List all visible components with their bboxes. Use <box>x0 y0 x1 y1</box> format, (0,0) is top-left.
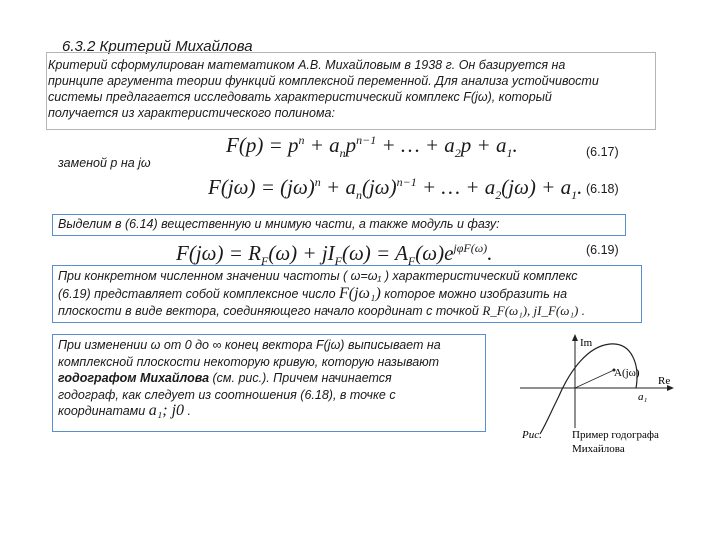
paragraph-3-line-5 <box>58 403 441 420</box>
mikhailov-hodograph-figure <box>510 330 700 465</box>
equation-6-17: $F(p) = p^n + a_np^{n-1}$ + … + $a_2p + a_1$. <box>226 133 518 161</box>
text-run: (6.19) представляет собой комплексное число <box>58 287 336 301</box>
text-run: которое можно изобразить на <box>384 287 568 301</box>
re-label: Re <box>658 375 671 387</box>
equation-number-6-19: (6.19) <box>586 243 619 257</box>
paragraph-2-line-3 <box>58 303 585 319</box>
equation-number-6-18: (6.18) <box>586 182 619 196</box>
paragraph-3-line-1: При изменении ω от 0 до ∞ конец вектора F(jω) выписывает на <box>58 338 441 352</box>
text-run: . <box>581 304 586 318</box>
intro-line: получается из характеристического полинома: <box>48 106 335 120</box>
equation-6-18: $F(j\omega) = (j\omega)^n + a_n(j\omega)^{n-1}$ + … + $a_2(j\omega) + a_1$. <box>208 175 583 203</box>
caption-title: Пример годографа <box>572 429 659 441</box>
intro-line: Критерий сформулирован математиком А.В. Михайловым в 1938 г. Он базируется на <box>48 58 566 72</box>
text-run: плоскости в виде вектора, соединяющего начало координат с точкой <box>58 304 479 318</box>
math-run: F(jω₁) <box>339 285 381 302</box>
paragraph-3-line-2: комплексной плоскости некоторую кривую, которую называют <box>58 354 440 369</box>
paragraph-3-line-4: годограф, как следует из соотношения (6.18), в точке с <box>58 387 396 402</box>
intro-paragraph <box>48 57 648 121</box>
text-run: (см. рис.). Причем начинается <box>209 371 392 385</box>
equation-6-19: $F(j\omega) = R_F(\omega) + jI_F(\omega) = A_F(\omega)e^{j\varphi F(\omega)}$. <box>176 241 493 269</box>
math-run: R_F(ω₁), jI_F(ω₁) <box>482 303 579 318</box>
text-run: координатами <box>58 404 146 418</box>
bold-term: годографом Михайлова <box>58 371 210 385</box>
caption-name: Михайлова <box>572 443 625 455</box>
paragraph-2 <box>58 268 585 319</box>
text-run: . <box>187 404 191 418</box>
math-run: ω=ω₁ <box>350 269 382 283</box>
hodograph-curve <box>540 344 637 434</box>
math-run: a₁; j0 <box>148 402 185 419</box>
im-axis-arrow <box>572 334 578 341</box>
text-run: ) характеристический комплекс <box>384 269 578 283</box>
section-title: 6.3.2 Критерий Михайлова <box>62 38 253 55</box>
im-label: Im <box>580 337 593 349</box>
paragraph-3-line-3 <box>58 370 441 387</box>
vector-line <box>575 370 614 388</box>
intro-line: системы предлагается исследовать характеристический комплекс F(jω), который <box>48 90 552 104</box>
caption-rus: Рис. <box>522 429 542 441</box>
paragraph-3 <box>58 337 441 420</box>
substitution-text: заменой p на jω <box>58 156 151 170</box>
equation-number-6-17: (6.17) <box>586 145 619 159</box>
paragraph-2-line-2 <box>58 286 585 302</box>
text-run: При конкретном численном значении частоты ( <box>58 269 348 283</box>
point-label: A(jω) <box>614 367 640 379</box>
highlight-text: Выделим в (6.14) вещественную и мнимую части, а также модуль и фазу: <box>58 217 500 231</box>
paragraph-2-line-1 <box>58 268 585 284</box>
a1-label: a₁ <box>638 391 648 403</box>
intro-line: принципе аргумента теории функций комплексной переменной. Для анализа устойчивости <box>48 74 599 88</box>
